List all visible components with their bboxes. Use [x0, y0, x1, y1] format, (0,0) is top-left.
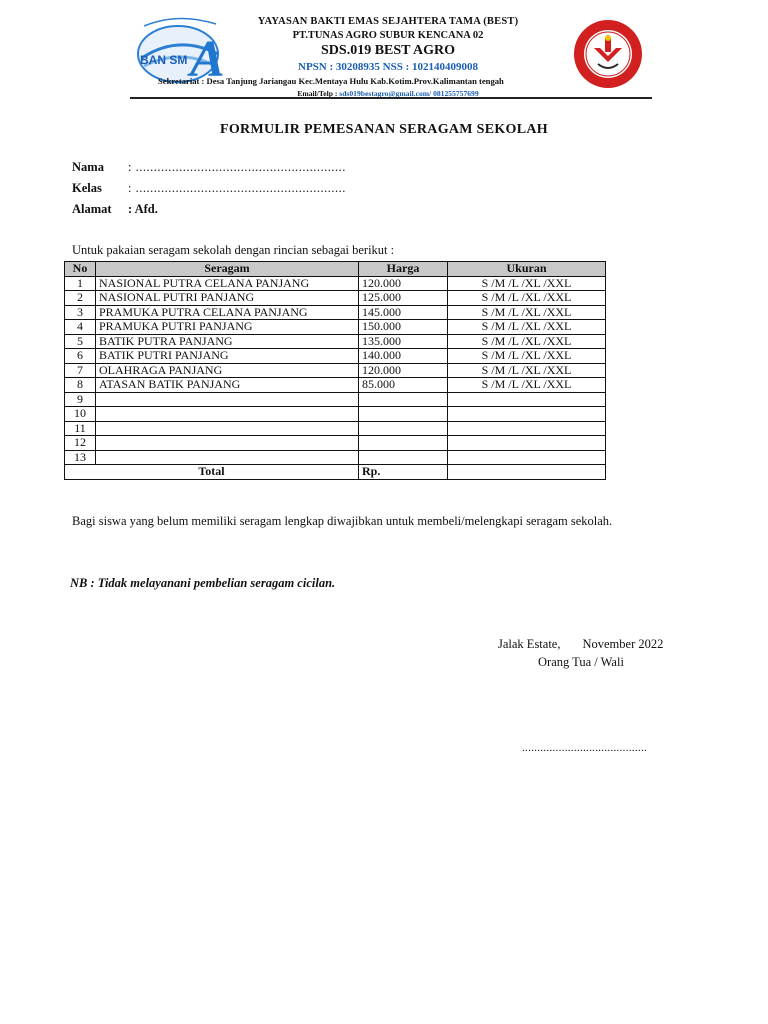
table-row [65, 363, 606, 378]
school-name: SDS.019 BEST AGRO [321, 43, 455, 58]
table-row [65, 436, 606, 451]
alamat-value[interactable]: : Afd. [128, 202, 158, 216]
school-emblem-icon [572, 18, 644, 90]
cell-no: 7 [65, 363, 96, 378]
company-name: PT.TUNAS AGRO SUBUR KENCANA 02 [292, 30, 484, 41]
col-ukuran: Ukuran [448, 262, 606, 277]
intro-text: Untuk pakaian seragam sekolah dengan rincian sebagai berikut : [72, 243, 395, 257]
cell-no: 3 [65, 305, 96, 320]
table-row [65, 392, 606, 407]
cell-harga[interactable]: 120.000 [359, 363, 448, 378]
total-label: Total [65, 465, 359, 480]
table-row [65, 349, 606, 364]
cell-harga[interactable] [359, 407, 448, 422]
cell-seragam[interactable] [96, 407, 359, 422]
cell-harga[interactable] [359, 392, 448, 407]
cell-seragam[interactable] [96, 436, 359, 451]
field-alamat[interactable] [72, 202, 158, 217]
letterhead [118, 8, 658, 100]
place-date [498, 637, 663, 652]
cell-ukuran[interactable]: S /M /L /XL /XXL [448, 291, 606, 306]
cell-seragam[interactable]: PRAMUKA PUTRI PANJANG [96, 320, 359, 335]
email-link[interactable]: sds019bestagro@gmail.com/ [339, 89, 432, 98]
kelas-label: Kelas [72, 181, 102, 195]
cell-harga[interactable] [359, 421, 448, 436]
cell-seragam[interactable]: PRAMUKA PUTRA CELANA PANJANG [96, 305, 359, 320]
cell-ukuran[interactable] [448, 436, 606, 451]
school-ids: NPSN : 30208935 NSS : 102140409008 [298, 61, 478, 73]
phone-number: 081255757699 [431, 89, 479, 98]
foundation-name: YAYASAN BAKTI EMAS SEJAHTERA TAMA (BEST) [257, 16, 519, 27]
col-seragam: Seragam [96, 262, 359, 277]
svg-text:A: A [190, 31, 225, 88]
field-nama[interactable] [72, 160, 346, 175]
total-empty-cell [448, 465, 606, 480]
table-row [65, 378, 606, 393]
table-row [65, 450, 606, 465]
contact-prefix: Email/Telp : [297, 89, 340, 98]
alamat-label: Alamat [72, 202, 112, 216]
total-value[interactable]: Rp. [359, 465, 448, 480]
nama-label: Nama [72, 160, 104, 174]
cell-ukuran[interactable] [448, 392, 606, 407]
nama-value[interactable]: : .......................................................... [128, 160, 346, 174]
cell-seragam[interactable] [96, 421, 359, 436]
signature-place: Jalak Estate, [498, 637, 561, 651]
cell-ukuran[interactable]: S /M /L /XL /XXL [448, 320, 606, 335]
cell-seragam[interactable] [96, 450, 359, 465]
cell-seragam[interactable]: NASIONAL PUTRI PANJANG [96, 291, 359, 306]
cell-no: 13 [65, 450, 96, 465]
cell-no: 8 [65, 378, 96, 393]
cell-no: 6 [65, 349, 96, 364]
cell-harga[interactable]: 85.000 [359, 378, 448, 393]
cell-ukuran[interactable]: S /M /L /XL /XXL [448, 378, 606, 393]
cell-seragam[interactable] [96, 392, 359, 407]
table-row [65, 291, 606, 306]
cell-ukuran[interactable]: S /M /L /XL /XXL [448, 276, 606, 291]
cell-harga[interactable]: 120.000 [359, 276, 448, 291]
cell-harga[interactable] [359, 450, 448, 465]
requirement-paragraph: Bagi siswa yang belum memiliki seragam lengkap diwajibkan untuk membeli/melengkapi seragam sekolah. [72, 514, 613, 528]
table-row [65, 276, 606, 291]
table-row [65, 407, 606, 422]
cell-no: 12 [65, 436, 96, 451]
cell-harga[interactable]: 135.000 [359, 334, 448, 349]
table-row [65, 421, 606, 436]
col-no: No [65, 262, 96, 277]
signature-role: Orang Tua / Wali [538, 655, 624, 669]
field-kelas[interactable] [72, 181, 346, 196]
kelas-value[interactable]: : .......................................................... [128, 181, 346, 195]
cell-ukuran[interactable]: S /M /L /XL /XXL [448, 349, 606, 364]
cell-ukuran[interactable] [448, 421, 606, 436]
nb-note: NB : Tidak melayanani pembelian seragam cicilan. [70, 576, 336, 590]
cell-harga[interactable]: 145.000 [359, 305, 448, 320]
signature-date: November 2022 [582, 637, 664, 651]
cell-no: 1 [65, 276, 96, 291]
cell-seragam[interactable]: NASIONAL PUTRA CELANA PANJANG [96, 276, 359, 291]
cell-seragam[interactable]: OLAHRAGA PANJANG [96, 363, 359, 378]
cell-no: 2 [65, 291, 96, 306]
uniform-order-table [64, 261, 606, 480]
cell-no: 4 [65, 320, 96, 335]
cell-harga[interactable] [359, 436, 448, 451]
cell-ukuran[interactable] [448, 407, 606, 422]
cell-no: 9 [65, 392, 96, 407]
cell-harga[interactable]: 150.000 [359, 320, 448, 335]
secretariat-address: Sekretariat : Desa Tanjung Jariangau Kec.Mentaya Hulu Kab.Kotim.Prov.Kalimantan tengah [158, 76, 504, 86]
table-row [65, 334, 606, 349]
total-row [65, 465, 606, 480]
cell-ukuran[interactable] [448, 450, 606, 465]
cell-no: 11 [65, 421, 96, 436]
svg-text:BAN SM: BAN SM [140, 53, 188, 67]
cell-seragam[interactable]: ATASAN BATIK PANJANG [96, 378, 359, 393]
cell-no: 10 [65, 407, 96, 422]
cell-seragam[interactable]: BATIK PUTRA PANJANG [96, 334, 359, 349]
cell-seragam[interactable]: BATIK PUTRI PANJANG [96, 349, 359, 364]
cell-ukuran[interactable]: S /M /L /XL /XXL [448, 305, 606, 320]
cell-ukuran[interactable]: S /M /L /XL /XXL [448, 363, 606, 378]
table-row [65, 320, 606, 335]
cell-harga[interactable]: 140.000 [359, 349, 448, 364]
table-header-row [65, 262, 606, 277]
form-title: FORMULIR PEMESANAN SERAGAM SEKOLAH [220, 122, 548, 137]
cell-ukuran[interactable]: S /M /L /XL /XXL [448, 334, 606, 349]
cell-harga[interactable]: 125.000 [359, 291, 448, 306]
cell-no: 5 [65, 334, 96, 349]
signature-line[interactable]: ......................................... [522, 742, 648, 754]
table-row [65, 305, 606, 320]
col-harga: Harga [359, 262, 448, 277]
header-divider [130, 97, 652, 99]
